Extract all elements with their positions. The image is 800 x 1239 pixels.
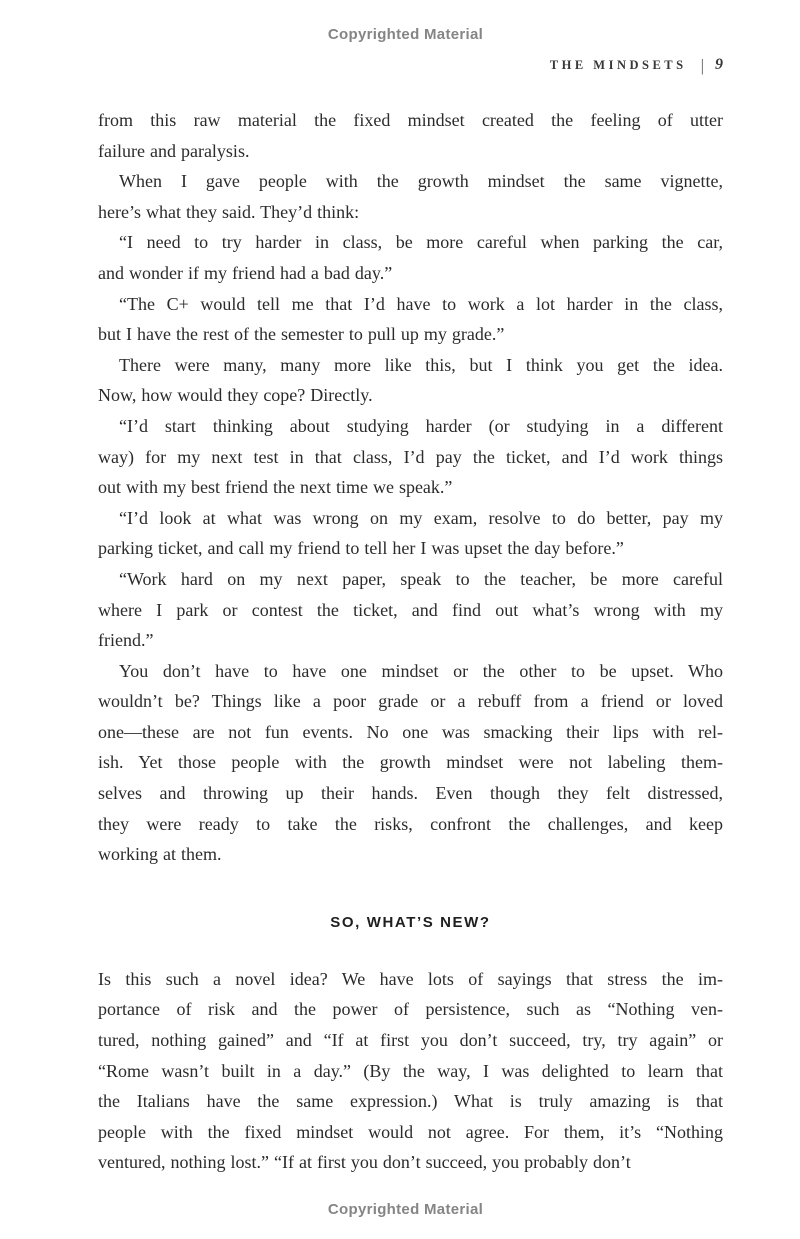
text-line: where I park or contest the ticket, and find out what’s wrong with my <box>98 599 723 620</box>
text-line: “I’d start thinking about studying harder (or studying in a different <box>119 415 723 436</box>
text-line: “I’d look at what was wrong on my exam, resolve to do better, pay my <box>119 507 723 528</box>
text-line: Is this such a novel idea? We have lots of sayings that stress the im- <box>98 968 723 989</box>
copyright-watermark-top: Copyrighted Material <box>327 26 484 43</box>
paragraph <box>98 227 723 288</box>
text-line: “I need to try harder in class, be more careful when parking the car, <box>119 232 723 253</box>
text-line: but I have the rest of the semester to pull up my grade.” <box>98 324 505 345</box>
text-line: they were ready to take the risks, confront the challenges, and keep <box>98 813 723 834</box>
text-line: wouldn’t be? Things like a poor grade or a rebuff from a friend or loved <box>98 691 723 712</box>
text-line: working at them. <box>98 844 222 865</box>
text-line: friend.” <box>98 630 154 651</box>
text-line: failure and paralysis. <box>98 140 250 161</box>
text-line: and wonder if my friend had a bad day.” <box>98 262 393 283</box>
text-line: way) for my next test in that class, I’d pay the ticket, and I’d work things <box>98 446 723 467</box>
text-line: “Rome wasn’t built in a day.” (By the way, I was delighted to learn that <box>98 1060 723 1081</box>
text-line: There were many, many more like this, but I think you get the idea. <box>119 354 723 375</box>
page-number: 9 <box>715 56 723 73</box>
header-separator: | <box>700 56 704 75</box>
text-line: Now, how would they cope? Directly. <box>98 385 373 406</box>
copyright-watermark-bottom: Copyrighted Material <box>327 1201 484 1218</box>
running-header <box>98 57 723 74</box>
text-line: ish. Yet those people with the growth mindset were not labeling them- <box>98 752 723 773</box>
text-line: one—these are not fun events. No one was smacking their lips with rel- <box>98 721 723 742</box>
text-line: selves and throwing up their hands. Even though they felt distressed, <box>98 783 723 804</box>
paragraph <box>98 411 723 503</box>
text-line: parking ticket, and call my friend to tell her I was upset the day before.” <box>98 538 624 559</box>
text-line: people with the fixed mindset would not agree. For them, it’s “Nothing <box>98 1121 723 1142</box>
text-line: When I gave people with the growth mindset the same vignette, <box>119 171 723 192</box>
text-line: the Italians have the same expression.) What is truly amazing is that <box>98 1091 723 1112</box>
text-line: “Work hard on my next paper, speak to the teacher, be more careful <box>119 568 723 589</box>
paragraph <box>98 964 723 1178</box>
text-line: from this raw material the fixed mindset created the feeling of utter <box>98 110 723 130</box>
paragraph <box>98 166 723 227</box>
text-line: ventured, nothing lost.” “If at first you don’t succeed, you probably don’t <box>98 1152 631 1173</box>
running-header-title: THE MINDSETS <box>549 58 687 72</box>
text-line: here’s what they said. They’d think: <box>98 201 360 222</box>
paragraph <box>98 289 723 350</box>
text-line: out with my best friend the next time we speak.” <box>98 477 453 498</box>
text-line: You don’t have to have one mindset or the other to be upset. Who <box>119 660 723 681</box>
body-text-top <box>98 105 723 870</box>
text-line: “The C+ would tell me that I’d have to work a lot harder in the class, <box>119 293 723 314</box>
paragraph <box>98 564 723 656</box>
paragraph <box>98 503 723 564</box>
paragraph <box>98 656 723 870</box>
paragraph <box>98 350 723 411</box>
text-line: portance of risk and the power of persistence, such as “Nothing ven- <box>98 999 723 1020</box>
text-line: tured, nothing gained” and “If at first you don’t succeed, try, try again” or <box>98 1030 723 1051</box>
body-text-bottom <box>98 964 723 1178</box>
paragraph <box>98 105 723 166</box>
section-heading: SO, WHAT’S NEW? <box>330 913 491 931</box>
